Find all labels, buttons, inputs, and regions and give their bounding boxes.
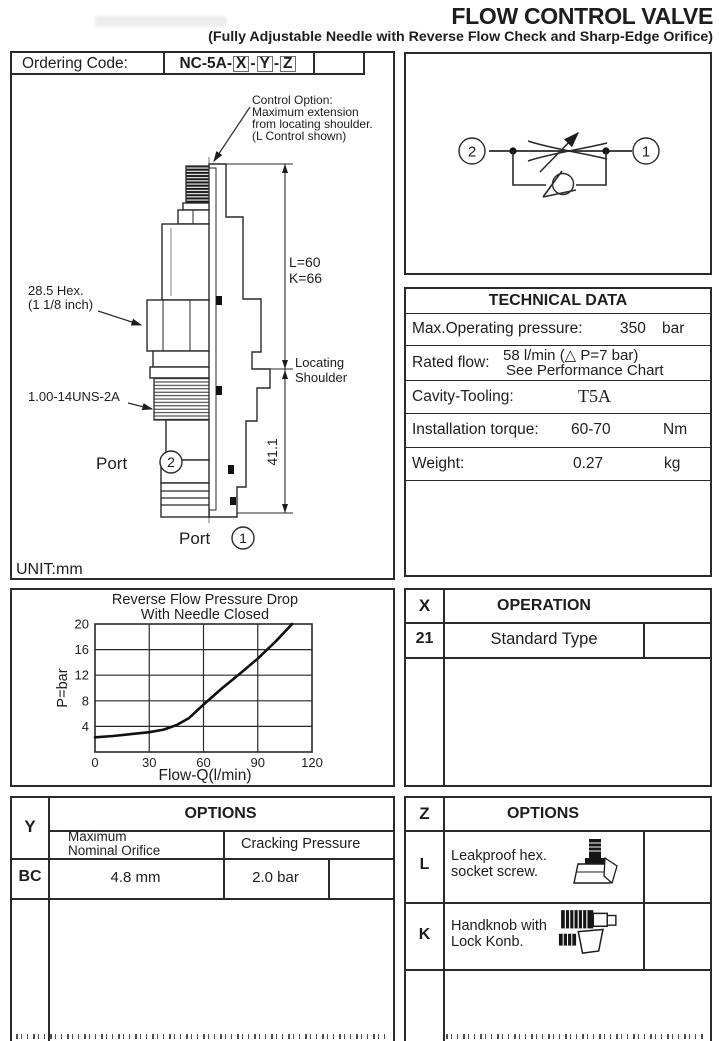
chart-x-axis-label: Flow-Q(l/min)	[158, 767, 252, 784]
divider	[12, 858, 393, 860]
cracking-value: 2.0 bar	[252, 869, 299, 886]
adjustment-arrow	[540, 133, 578, 172]
operation-code-header: X	[418, 596, 431, 615]
torque-value: 60-70	[571, 421, 611, 438]
z-option-l-desc	[451, 848, 547, 880]
port2-label: Port	[96, 454, 128, 473]
pressure-label: Max.Operating pressure:	[412, 320, 583, 337]
collar	[183, 203, 209, 210]
divider	[643, 622, 645, 657]
orifice-column-header	[68, 830, 160, 858]
chart-y-tick: 20	[74, 616, 89, 632]
drawing-panel	[10, 51, 395, 580]
y-options-code-header: Y	[24, 817, 36, 836]
rated-flow-note: See Performance Chart	[506, 362, 664, 379]
divider	[406, 622, 710, 624]
tech-row-weight	[406, 447, 710, 481]
operation-title: OPERATION	[497, 597, 591, 614]
operation-row-code: 21	[415, 630, 434, 647]
divider	[406, 902, 710, 904]
divider	[223, 830, 225, 898]
divider	[406, 969, 710, 971]
valve-section-hatch	[209, 164, 270, 517]
backup-washer	[150, 367, 209, 378]
bypass-line	[513, 151, 546, 185]
port1-symbol-number: 1	[641, 143, 651, 161]
unit-note: UNIT:mm	[16, 561, 83, 578]
weight-unit: kg	[664, 455, 681, 472]
tech-row-torque	[406, 413, 710, 448]
hex-label: 28.5 Hex.	[28, 283, 84, 298]
ordering-code-prefix: NC-5A-	[179, 55, 233, 72]
control-option-note: (L Control shown)	[252, 129, 347, 143]
hydraulic-symbol-panel	[404, 52, 712, 275]
divider	[406, 830, 710, 832]
page-subtitle: (Fully Adjustable Needle with Reverse Flow Check and Sharp-Edge Orifice)	[208, 29, 713, 45]
y-options-row-code: BC	[18, 868, 42, 885]
z-option-l-line2: socket screw.	[451, 864, 539, 880]
chart-x-tick: 0	[91, 755, 99, 770]
ordering-code-label: Ordering Code:	[22, 55, 128, 72]
o-ring	[216, 386, 222, 395]
performance-chart-panel	[10, 588, 395, 787]
y-options-panel	[10, 796, 395, 1041]
chart-y-axis-label: P=bar	[55, 668, 71, 708]
ordering-code-row	[12, 53, 365, 75]
chart-y-tick: 4	[81, 718, 89, 734]
thread-spec-label: 1.00-14UNS-2A	[28, 389, 120, 404]
leader-arrow	[214, 107, 250, 161]
upper-body	[162, 224, 209, 300]
cavity-value: T5A	[578, 386, 611, 406]
z-option-l-code: L	[419, 856, 430, 873]
cavity-label: Cavity-Tooling:	[412, 388, 514, 405]
divider	[443, 590, 445, 785]
pressure-drop-curve	[95, 624, 292, 737]
chart-y-tick: 8	[81, 693, 89, 709]
mounting-threads	[154, 378, 209, 420]
technical-data-panel	[404, 287, 712, 577]
torque-label: Installation torque:	[412, 421, 539, 438]
tech-row-cavity	[406, 380, 710, 414]
locating-shoulder-label: Shoulder	[295, 370, 348, 385]
orifice-value: 4.8 mm	[110, 869, 161, 886]
ordering-code-value: NC-5A- X - Y - Z	[163, 54, 313, 73]
port1-number: 1	[239, 530, 247, 546]
chart-y-tick: 12	[74, 667, 89, 683]
operation-row-label: Standard Type	[490, 630, 598, 648]
z-option-k-line1: Handknob with	[451, 918, 547, 934]
control-option-note: Control Option:	[252, 93, 333, 107]
neck	[153, 351, 209, 367]
dim-k-label: K=66	[289, 270, 323, 286]
o-ring	[230, 497, 236, 505]
hex-section	[147, 300, 209, 351]
divider	[12, 898, 393, 900]
z-option-k-desc	[451, 918, 547, 950]
divider	[48, 798, 50, 1041]
dim-411-label: 41.1	[264, 438, 280, 466]
chart-title: Reverse Flow Pressure Drop	[111, 592, 299, 608]
tech-row-rated-flow	[406, 345, 710, 381]
divider	[313, 53, 315, 73]
weight-value: 0.27	[573, 455, 604, 472]
orifice-header-line2: Nominal Orifice	[68, 843, 161, 858]
port2-symbol-number: 2	[467, 143, 477, 161]
dim-arrow	[282, 370, 288, 379]
z-option-k-code: K	[418, 926, 431, 943]
chart-x-tick: 60	[196, 755, 211, 770]
cutoff-text-left	[16, 1034, 389, 1039]
chart-svg	[12, 590, 393, 785]
chart-x-tick: 90	[250, 755, 265, 770]
faint-watermark	[95, 16, 227, 27]
chart-subtitle: With Needle Closed	[140, 607, 270, 623]
locating-shoulder-label: Locating	[295, 355, 345, 370]
pressure-unit: bar	[662, 320, 685, 337]
technical-data-title: TECHNICAL DATA	[406, 289, 710, 314]
adjust-screw-threads	[186, 166, 209, 203]
hydraulic-symbol	[406, 54, 710, 273]
orifice-arc	[528, 143, 607, 161]
z-options-title: OPTIONS	[506, 805, 579, 822]
z-options-panel	[404, 796, 712, 1041]
weight-label: Weight:	[412, 455, 465, 472]
y-options-title: OPTIONS	[184, 805, 257, 822]
nose-grooves	[161, 483, 209, 517]
z-option-l-line1: Leakproof hex.	[451, 848, 547, 864]
tech-row-pressure	[406, 313, 710, 346]
valve-bore	[209, 168, 216, 510]
chart-x-tick: 120	[301, 755, 323, 770]
port2-number: 2	[167, 454, 175, 470]
torque-unit: Nm	[663, 421, 688, 438]
ordering-code-x-box: X	[233, 56, 249, 72]
chart-x-tick: 30	[142, 755, 157, 770]
leader-arrow	[128, 403, 152, 409]
leader-arrow	[98, 311, 141, 325]
z-option-k-line2: Lock Konb.	[451, 934, 524, 950]
rated-flow-label: Rated flow:	[412, 354, 490, 371]
divider	[328, 858, 330, 898]
o-ring	[228, 465, 234, 474]
dim-arrow	[282, 504, 288, 513]
dim-arrow	[282, 360, 288, 369]
cutoff-text-right	[446, 1034, 706, 1039]
handknob-icon	[558, 908, 620, 966]
operation-panel	[404, 588, 712, 787]
chart-dynamic-layer	[75, 617, 323, 771]
dim-l-label: L=60	[289, 254, 321, 270]
socket-screw-icon	[566, 838, 626, 896]
cracking-column-header: Cracking Pressure	[241, 836, 361, 852]
ordering-code-z-box: Z	[280, 56, 295, 72]
valve-cross-section-drawing	[12, 73, 393, 578]
chart-y-tick: 16	[74, 642, 89, 658]
orifice-header-line1: Maximum	[68, 829, 127, 844]
ordering-code-y-box: Y	[257, 56, 273, 72]
rated-flow-value: 58 l/min (△ P=7 bar)	[503, 347, 639, 364]
o-ring	[216, 296, 222, 305]
pressure-value: 350	[620, 320, 646, 337]
dim-arrow	[282, 164, 288, 173]
control-option-note: Maximum extension	[252, 105, 359, 119]
divider	[643, 830, 645, 969]
divider	[443, 798, 445, 1041]
z-options-code-header: Z	[419, 804, 430, 823]
port1-label: Port	[179, 529, 211, 548]
hex-label: (1 1/8 inch)	[28, 297, 94, 312]
page-title: FLOW CONTROL VALVE	[451, 3, 713, 29]
divider	[406, 657, 710, 659]
control-option-note: from locating shoulder.	[252, 117, 373, 131]
